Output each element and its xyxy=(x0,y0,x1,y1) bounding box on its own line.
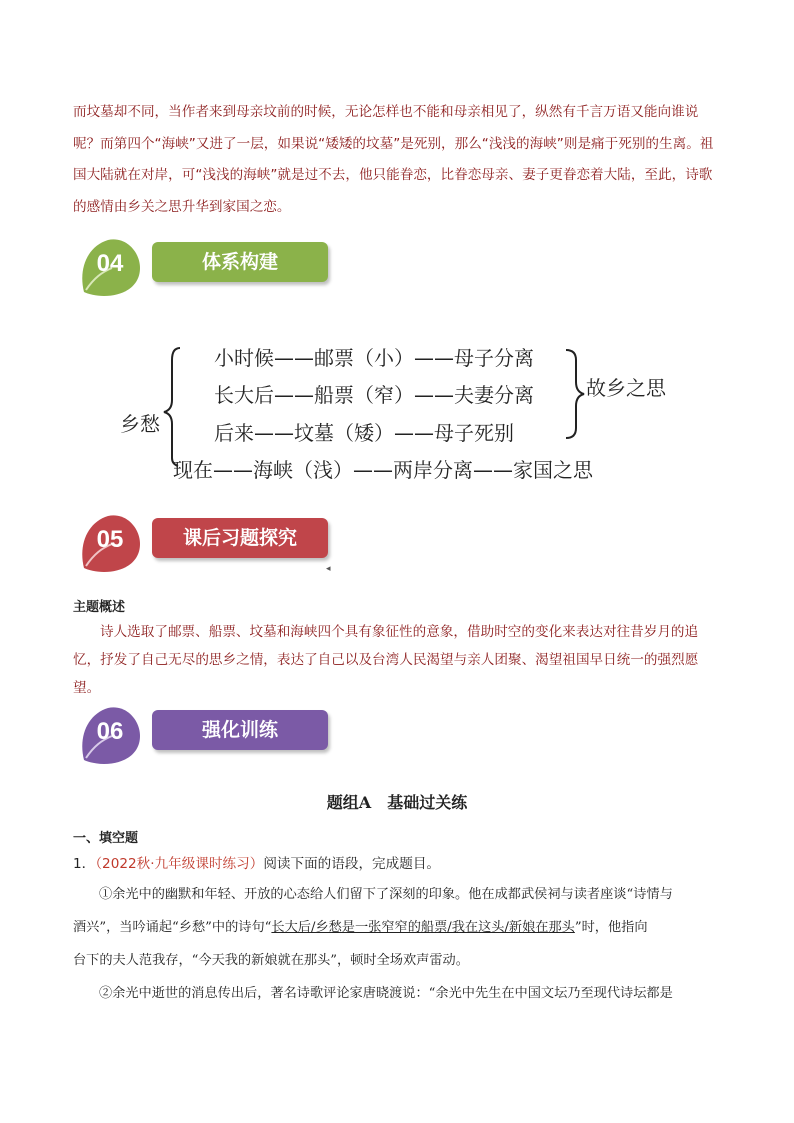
map-branch: 长大后——船票（窄）——夫妻分离 xyxy=(214,383,534,407)
section-header-04 xyxy=(78,238,338,298)
intro-line: 的感情由乡关之思升华到家国之恋。 xyxy=(73,198,291,215)
theme-line: 诗人选取了邮票、船票、坟墓和海峡四个具有象征性的意象，借助时空的变化来表达对往昔岁月的追 xyxy=(100,624,699,640)
map-branch: 小时候——邮票（小）——母子分离 xyxy=(214,346,534,370)
question-prompt: 阅读下面的语段，完成题目。 xyxy=(263,856,441,872)
question-number: 1． xyxy=(73,856,96,872)
section-title: 课后习题探究 xyxy=(182,527,297,549)
map-branch: 后来——坟墓（矮）——母子死别 xyxy=(214,421,514,445)
passage-line: 台下的夫人范我存，“今天我的新娘就在那头”，顿时全场欢声雷动。 xyxy=(73,953,469,968)
passage-text: ”时，他指向 xyxy=(574,920,648,935)
map-last-line: 现在——海峡（浅）——两岸分离——家国之思 xyxy=(173,458,593,482)
section-header-05 xyxy=(78,514,338,574)
section-number: 04 xyxy=(96,250,124,277)
map-root: 乡愁 xyxy=(120,412,160,436)
question-section-label: 一、填空题 xyxy=(73,831,139,846)
section-title: 体系构建 xyxy=(201,251,278,273)
question-1 xyxy=(73,852,440,872)
left-brace xyxy=(164,348,180,466)
passage-line xyxy=(73,911,723,944)
theme-line: 忆，抒发了自己无尽的思乡之情，表达了自己以及台湾人民渴望与亲人团聚、渴望祖国早日统一的强烈愿 xyxy=(73,652,699,668)
section-number: 05 xyxy=(96,526,124,553)
theme-paragraph xyxy=(73,618,723,702)
intro-paragraph xyxy=(73,97,723,223)
intro-line: 国大陆就在对岸，可“浅浅的海峡”就是过不去，他只能眷恋，比眷恋母亲、妻子更眷恋着大陆，至此，诗歌 xyxy=(73,167,713,183)
section-number: 06 xyxy=(96,718,124,745)
passage-line: ②余光中逝世的消息传出后，著名诗歌评论家唐晓渡说：“余光中先生在中国文坛乃至现代诗坛都是 xyxy=(99,986,673,1001)
intro-line: 而坟墓却不同，当作者来到母亲坟前的时候，无论怎样也不能和母亲相见了，纵然有千言万语又能向谁说 xyxy=(73,104,699,120)
theme-line: 望。 xyxy=(73,680,101,696)
underlined-quote: 长大后/乡愁是一张窄窄的船票/我在这头/新娘在那头 xyxy=(271,920,575,935)
question-source: （2022秋·九年级课时练习） xyxy=(95,856,264,872)
group-title: 题组A 基础过关练 xyxy=(326,793,468,812)
passage-text: 酒兴”，当吟诵起“乡愁”中的诗句“ xyxy=(73,920,272,935)
passage-line: ①余光中的幽默和年轻、开放的心态给人们留下了深刻的印象。他在成都武侯祠与读者座谈“诗情与 xyxy=(99,887,673,902)
section-header-06 xyxy=(78,706,338,766)
right-brace xyxy=(566,350,584,438)
stray-mark: ◂ xyxy=(326,564,331,574)
section-title: 强化训练 xyxy=(201,719,278,741)
mind-map xyxy=(0,330,794,490)
intro-line: 呢？而第四个“海峡”又进了一层，如果说“矮矮的坟墓”是死别，那么“浅浅的海峡”则是痛于死别的生离。祖 xyxy=(73,135,714,152)
section-title-bar xyxy=(152,518,328,558)
reading-passage xyxy=(73,878,723,1010)
map-group-label: 故乡之思 xyxy=(586,376,666,400)
theme-heading: 主题概述 xyxy=(73,600,126,615)
section-title-bar xyxy=(152,710,328,750)
section-title-bar xyxy=(152,242,328,282)
